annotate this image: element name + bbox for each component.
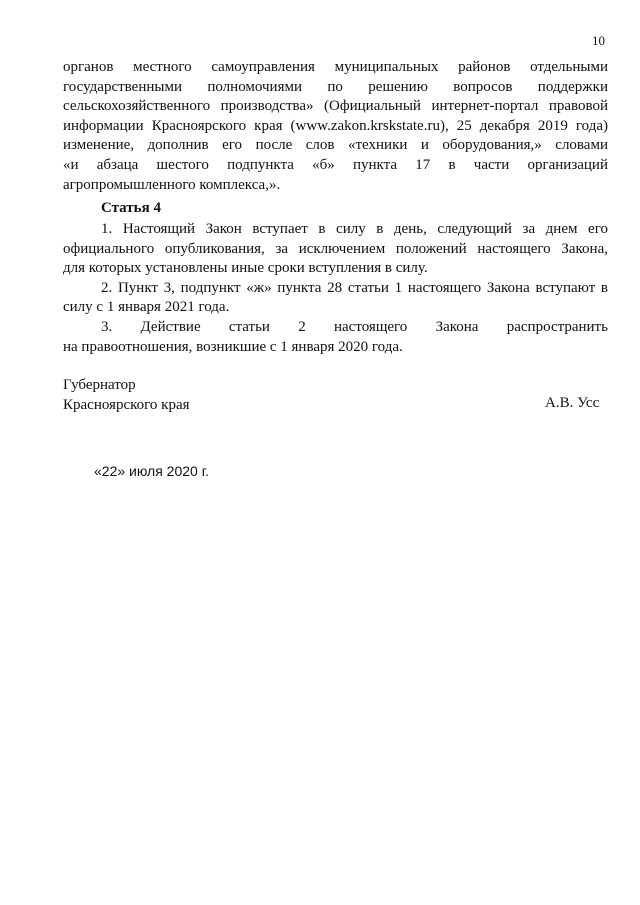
item-2-line: силу с 1 января 2021 года. [63,299,230,316]
item-3-word: статьи [228,318,270,335]
text-line: сельскохозяйственного производства» (Официальный интернет-портал правовой [63,98,608,115]
item-1-line: 1. Настоящий Закон вступает в силу в день, следующий за днем его [101,221,608,237]
item-3-word: 3. [101,318,113,335]
signatory-name: А.В. Усс [545,395,600,411]
text-line: органов местного самоуправления муниципальных районов отдельными [63,59,608,75]
item-2-line: 2. Пункт 3, подпункт «ж» пункта 28 статьи 1 настоящего Закона вступают в [101,279,608,296]
item-3-word: 2 [298,318,306,335]
item-3-word: Действие [140,318,201,335]
signatory-title-line: Красноярского края [63,396,190,413]
item-3-word: распространить [506,318,608,335]
item-3-line: на правоотношения, возникшие с 1 января 2020 года. [63,338,403,355]
signatory-title-line: Губернатор [63,377,136,393]
item-3-word: Закона [435,318,479,335]
text-line: информации Красноярского края (www.zakon.krskstate.ru), 25 декабря 2019 года) [63,117,608,134]
signing-date: «22» июля 2020 г. [94,463,210,479]
page-number: 10 [592,33,605,48]
text-line: государственными полномочиями по решению вопросов поддержки [63,78,608,95]
item-1-line: для которых установлены иные сроки вступления в силу. [63,260,428,277]
signatory-title [63,376,190,415]
text-line: «и абзаца шестого подпункта «б» пункта 17 в части организаций [63,156,608,173]
item-3-word: настоящего [334,318,408,335]
text-line: изменение, дополнив его после слов «техники и оборудования,» словами [63,137,608,154]
item-3-line [63,318,608,338]
text-line: агропромышленного комплекса,». [63,176,281,193]
article-body [63,220,608,357]
article-heading: Статья 4 [101,200,161,216]
continuation-paragraph [63,58,608,195]
item-1-line: официального опубликования, за исключением положений настоящего Закона, [63,240,608,257]
